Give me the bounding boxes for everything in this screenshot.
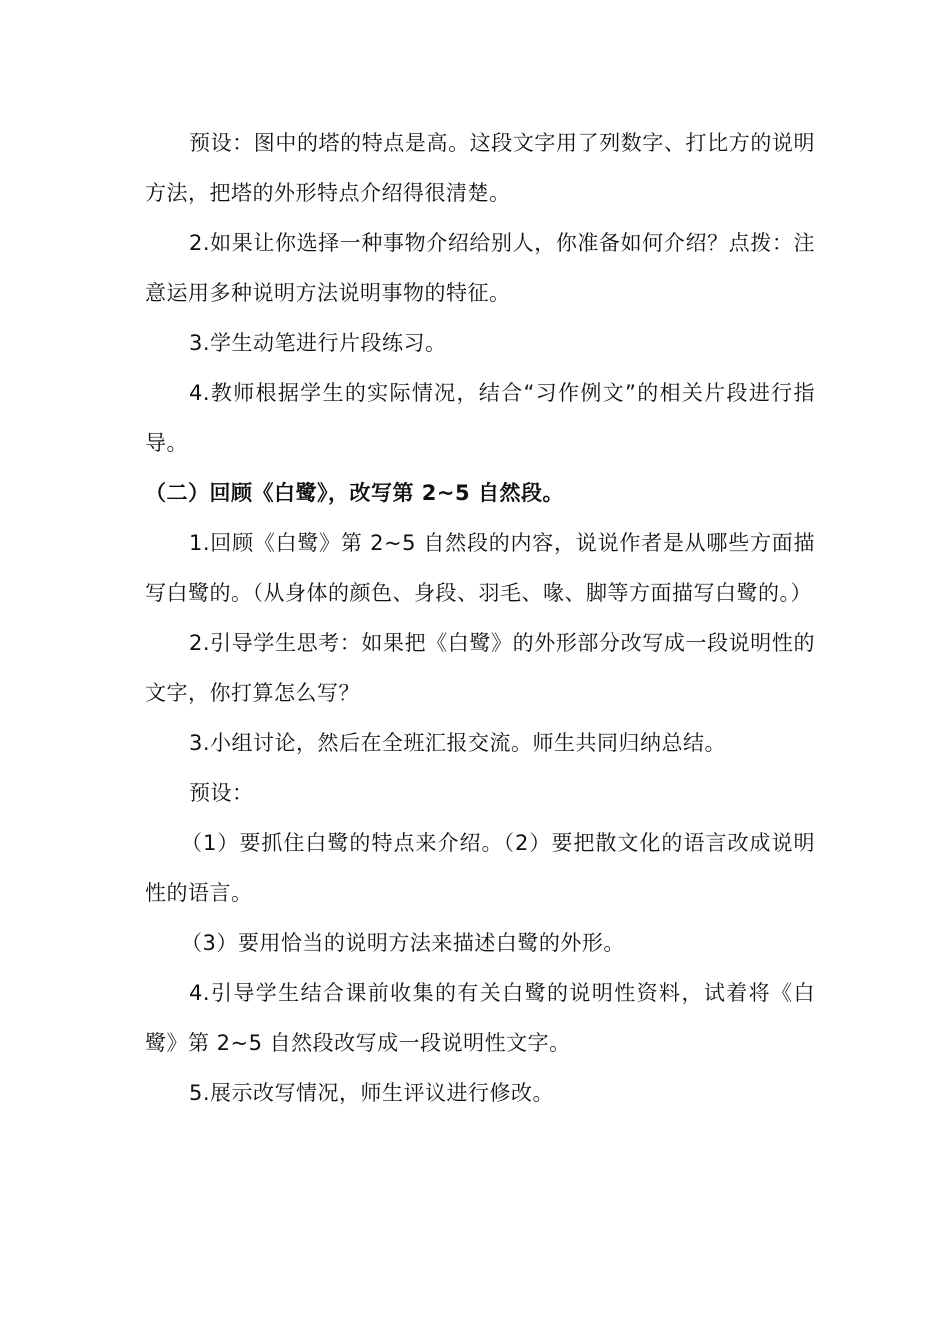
paragraph-preset-label: 预设： [189,781,254,805]
section-heading-review-egret: （二）回顾《白鹭》，改写第 2~5 自然段。 [145,481,564,505]
paragraph-guide-thinking: 2.引导学生思考：如果把《白鹭》的外形部分改写成一段说明性的文字，你打算怎么写？ [145,631,815,705]
paragraph-step-2-introduce: 2.如果让你选择一种事物介绍给别人，你准备如何介绍？点拨：注意运用多种说明方法说明事物的特征。 [145,231,815,305]
paragraph-rewrite-instruction: 4.引导学生结合课前收集的有关白鹭的说明性资料，试着将《白鹭》第 2~5 自然段改写成一段说明性文字。 [145,981,815,1055]
paragraph-step-3-practice: 3.学生动笔进行片段练习。 [189,331,447,355]
paragraph-group-discussion: 3.小组讨论，然后在全班汇报交流。师生共同归纳总结。 [189,731,727,755]
paragraph-preset-points-1-2: （1）要抓住白鹭的特点来介绍。（2）要把散文化的语言改成说明性的语言。 [145,831,815,905]
paragraph-show-revision: 5.展示改写情况，师生评议进行修改。 [189,1081,555,1105]
paragraph-review-egret: 1.回顾《白鹭》第 2~5 自然段的内容，说说作者是从哪些方面描写白鹭的。（从身体的颜色、身段、羽毛、喙、脚等方面描写白鹭的。） [145,531,815,605]
document-body [145,118,815,1118]
paragraph-preset-point-3: （3）要用恰当的说明方法来描述白鹭的外形。 [181,931,625,955]
paragraph-preset-tower: 预设：图中的塔的特点是高。这段文字用了列数字、打比方的说明方法，把塔的外形特点介绍得很清楚。 [145,131,815,205]
paragraph-step-4-guidance: 4.教师根据学生的实际情况，结合“习作例文”的相关片段进行指导。 [145,381,815,455]
